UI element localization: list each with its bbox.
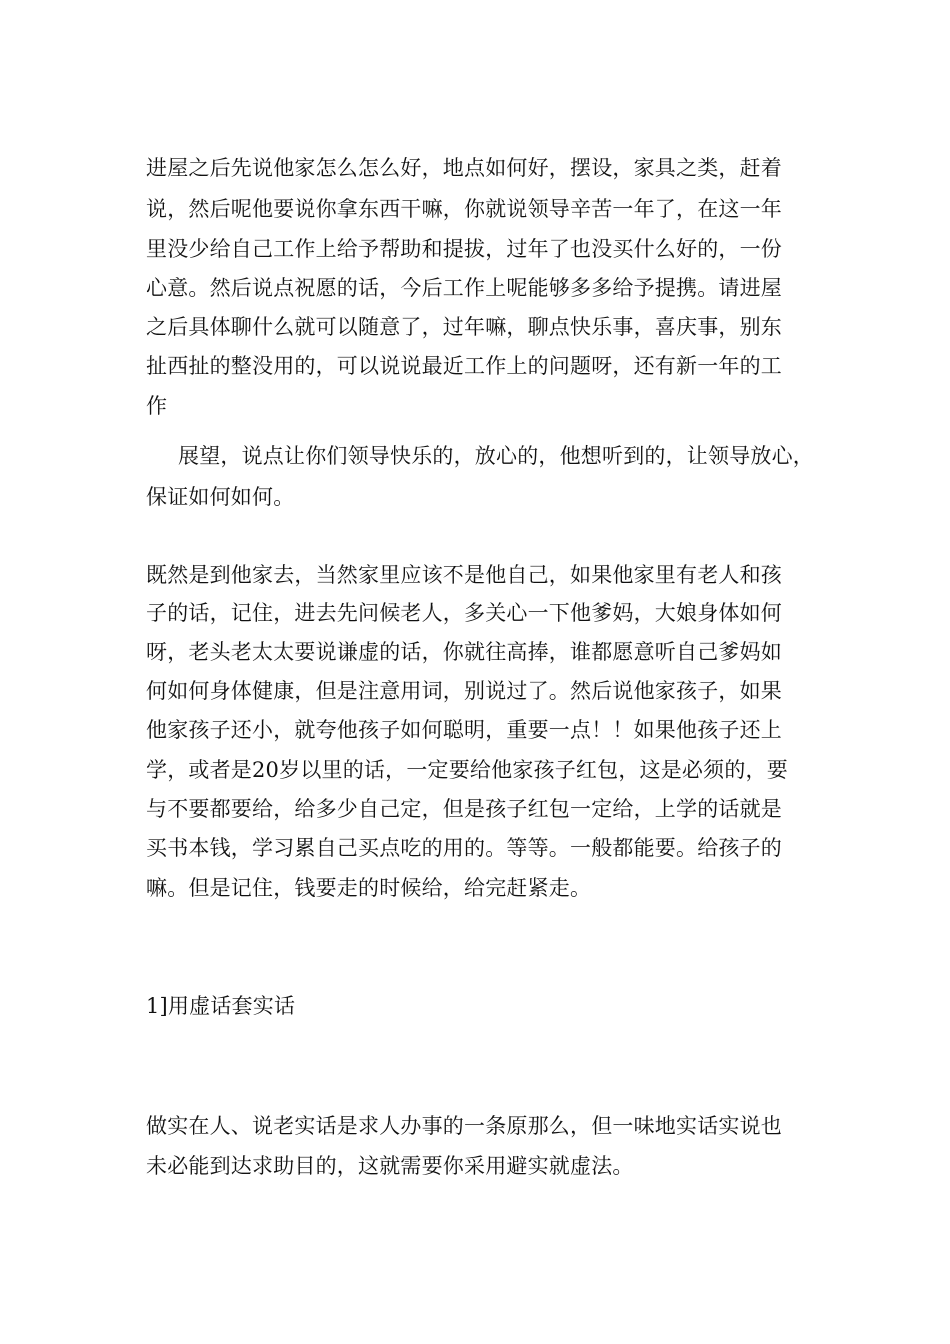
text-line: 进屋之后先说他家怎么怎么好，地点如何好，摆设，家具之类，赶着: [146, 156, 782, 180]
text-line: 何如何身体健康，但是注意用词，别说过了。然后说他家孩子，如果: [146, 679, 782, 703]
text-line: 做实在人、说老实话是求人办事的一条原那么，但一味地实话实说也: [146, 1114, 782, 1138]
text-line: 扯西扯的整没用的，可以说说最近工作上的问题呀，还有新一年的工: [146, 354, 782, 378]
text-line: 学，或者是20岁以里的话，一定要给他家孩子红包，这是必须的，要: [146, 758, 788, 782]
text-line: 未必能到达求助目的，这就需要你采用避实就虚法。: [146, 1154, 634, 1178]
text-line: 之后具体聊什么就可以随意了，过年嘛，聊点快乐事，喜庆事，别东: [146, 315, 782, 339]
text-line: 展望，说点让你们领导快乐的，放心的，他想听到的，让领导放心，: [178, 444, 814, 468]
text-line: 保证如何如何。: [146, 485, 295, 509]
text-line: 子的话，记住，进去先问候老人，多关心一下他爹妈，大娘身体如何: [146, 601, 782, 625]
text-line: 既然是到他家去，当然家里应该不是他自己，如果他家里有老人和孩: [146, 563, 782, 587]
text-line: 说，然后呢他要说你拿东西干嘛，你就说领导辛苦一年了，在这一年: [146, 197, 782, 221]
text-line: 心意。然后说点祝愿的话，今后工作上呢能够多多给予提携。请进屋: [146, 276, 782, 300]
text-line: 作: [146, 394, 168, 418]
text-line: 与不要都要给，给多少自己定，但是孩子红包一定给，上学的话就是: [146, 797, 782, 821]
text-line: 嘛。但是记住，钱要走的时候给，给完赶紧走。: [146, 876, 592, 900]
section-heading: 1]用虚话套实话: [146, 994, 296, 1018]
text-line: 买书本钱，学习累自己买点吃的用的。等等。一般都能要。给孩子的: [146, 836, 782, 860]
text-line: 呀，老头老太太要说谦虚的话，你就往高捧，谁都愿意听自己爹妈如: [146, 640, 782, 664]
text-line: 里没少给自己工作上给予帮助和提拔，过年了也没买什么好的，一份: [146, 237, 782, 261]
text-line: 他家孩子还小，就夸他孩子如何聪明，重要一点！！如果他孩子还上: [146, 718, 782, 742]
